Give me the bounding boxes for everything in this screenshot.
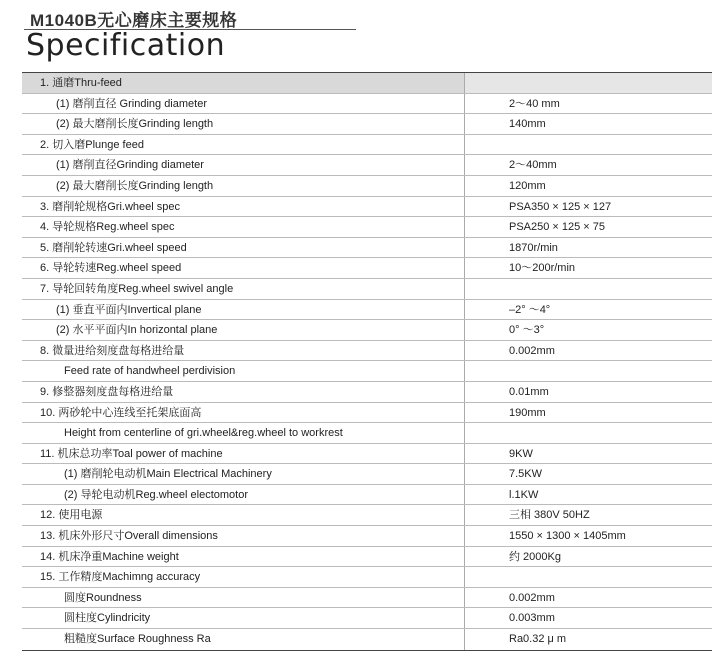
spec-value: 2～40 mm bbox=[509, 97, 560, 110]
spec-row bbox=[22, 588, 712, 609]
spec-label: 10. 两砂轮中心连线至托架底面高 bbox=[22, 403, 465, 423]
spec-value: 0.002mm bbox=[509, 344, 555, 357]
spec-row bbox=[22, 135, 712, 156]
spec-row bbox=[22, 197, 712, 218]
spec-label: (1) 磨削直径Grinding diameter bbox=[22, 155, 465, 175]
spec-label: 2. 切入磨Plunge feed bbox=[22, 135, 465, 155]
page-title-cn: M1040B无心磨床主要规格 bbox=[30, 11, 238, 30]
spec-row bbox=[22, 94, 712, 115]
spec-value: 10～200r/min bbox=[509, 262, 576, 275]
spec-value: Ra0.32 μ m bbox=[509, 633, 567, 646]
spec-row bbox=[22, 361, 712, 382]
spec-value: 140mm bbox=[509, 118, 546, 131]
spec-row bbox=[22, 403, 712, 424]
spec-label: 5. 磨削轮转速Gri.wheel speed bbox=[22, 238, 465, 258]
spec-row bbox=[22, 629, 712, 650]
spec-value bbox=[465, 567, 712, 587]
spec-row bbox=[22, 320, 712, 341]
spec-row bbox=[22, 526, 712, 547]
spec-value bbox=[465, 423, 712, 443]
spec-value: PSA350 × 125 × 127 bbox=[509, 200, 612, 213]
spec-value: 190mm bbox=[509, 406, 546, 419]
spec-label: 6. 导轮转速Reg.wheel speed bbox=[22, 258, 465, 278]
spec-row bbox=[22, 300, 712, 321]
page-title-en: Specification bbox=[26, 28, 226, 63]
spec-row bbox=[22, 567, 712, 588]
spec-value: 9KW bbox=[509, 447, 533, 460]
spec-value bbox=[465, 135, 712, 155]
spec-label: 11. 机床总功率Toal power of machine bbox=[22, 444, 465, 464]
spec-label: (2) 导轮电动机Reg.wheel electomotor bbox=[22, 485, 465, 505]
spec-row bbox=[22, 238, 712, 259]
spec-row bbox=[22, 505, 712, 526]
spec-label: (2) 水平平面内In horizontal plane bbox=[22, 320, 465, 340]
spec-label: Height from centerline of gri.wheel&reg.wheel to workrest bbox=[22, 423, 465, 443]
spec-row bbox=[22, 217, 712, 238]
spec-value: –2° ～4° bbox=[509, 303, 551, 316]
spec-label: (1) 磨削轮电动机Main Electrical Machinery bbox=[22, 464, 465, 484]
spec-value: l.1KW bbox=[509, 488, 539, 501]
spec-value: 三相 380V 50HZ bbox=[509, 509, 590, 522]
spec-label: 3. 磨削轮规格Gri.wheel spec bbox=[22, 197, 465, 217]
spec-label: Feed rate of handwheel perdivision bbox=[22, 361, 465, 381]
spec-row bbox=[22, 155, 712, 176]
spec-row bbox=[22, 279, 712, 300]
spec-row bbox=[22, 382, 712, 403]
spec-row bbox=[22, 114, 712, 135]
spec-value: 0.01mm bbox=[509, 385, 549, 398]
spec-label: 7. 导轮回转角度Reg.wheel swivel angle bbox=[22, 279, 465, 299]
spec-label: 14. 机床净重Machine weight bbox=[22, 547, 465, 567]
spec-label: (2) 最大磨削长度Grinding length bbox=[22, 176, 465, 196]
spec-value: 0° ～3° bbox=[509, 324, 545, 337]
spec-row bbox=[22, 176, 712, 197]
spec-label: 12. 使用电源 bbox=[22, 505, 465, 525]
spec-value bbox=[465, 361, 712, 381]
spec-label: 8. 微量进给刻度盘每格进给量 bbox=[22, 341, 465, 361]
spec-row bbox=[22, 444, 712, 465]
spec-label: 圆柱度Cylindricity bbox=[22, 608, 465, 628]
spec-value bbox=[465, 279, 712, 299]
spec-row bbox=[22, 73, 712, 94]
spec-value: 120mm bbox=[509, 179, 546, 192]
spec-row bbox=[22, 485, 712, 506]
spec-row bbox=[22, 608, 712, 629]
spec-label: (1) 磨削直径 Grinding diameter bbox=[22, 94, 465, 114]
spec-label: 4. 导轮规格Reg.wheel spec bbox=[22, 217, 465, 237]
spec-value: 0.003mm bbox=[509, 612, 555, 625]
spec-label: (2) 最大磨削长度Grinding length bbox=[22, 114, 465, 134]
spec-value bbox=[465, 73, 712, 93]
spec-value: PSA250 × 125 × 75 bbox=[509, 221, 606, 234]
spec-label: 13. 机床外形尺寸Overall dimensions bbox=[22, 526, 465, 546]
spec-label: 粗糙度Surface Roughness Ra bbox=[22, 629, 465, 650]
spec-row bbox=[22, 423, 712, 444]
spec-value: 0.002mm bbox=[509, 591, 555, 604]
spec-value: 7.5KW bbox=[509, 468, 543, 481]
spec-value: 1550 × 1300 × 1405mm bbox=[509, 530, 626, 543]
spec-value: 1870r/min bbox=[509, 241, 558, 254]
spec-label: 9. 修整器刻度盘每格进给量 bbox=[22, 382, 465, 402]
spec-row bbox=[22, 341, 712, 362]
spec-value: 2～40mm bbox=[509, 159, 557, 172]
spec-row bbox=[22, 258, 712, 279]
spec-label: (1) 垂直平面内Invertical plane bbox=[22, 300, 465, 320]
spec-label: 15. 工作精度Machimng accuracy bbox=[22, 567, 465, 587]
spec-label: 1. 通磨Thru-feed bbox=[22, 73, 465, 93]
spec-table bbox=[22, 72, 712, 651]
spec-label: 圆度Roundness bbox=[22, 588, 465, 608]
spec-value: 约 2000Kg bbox=[509, 550, 561, 563]
spec-row bbox=[22, 547, 712, 568]
spec-row bbox=[22, 464, 712, 485]
